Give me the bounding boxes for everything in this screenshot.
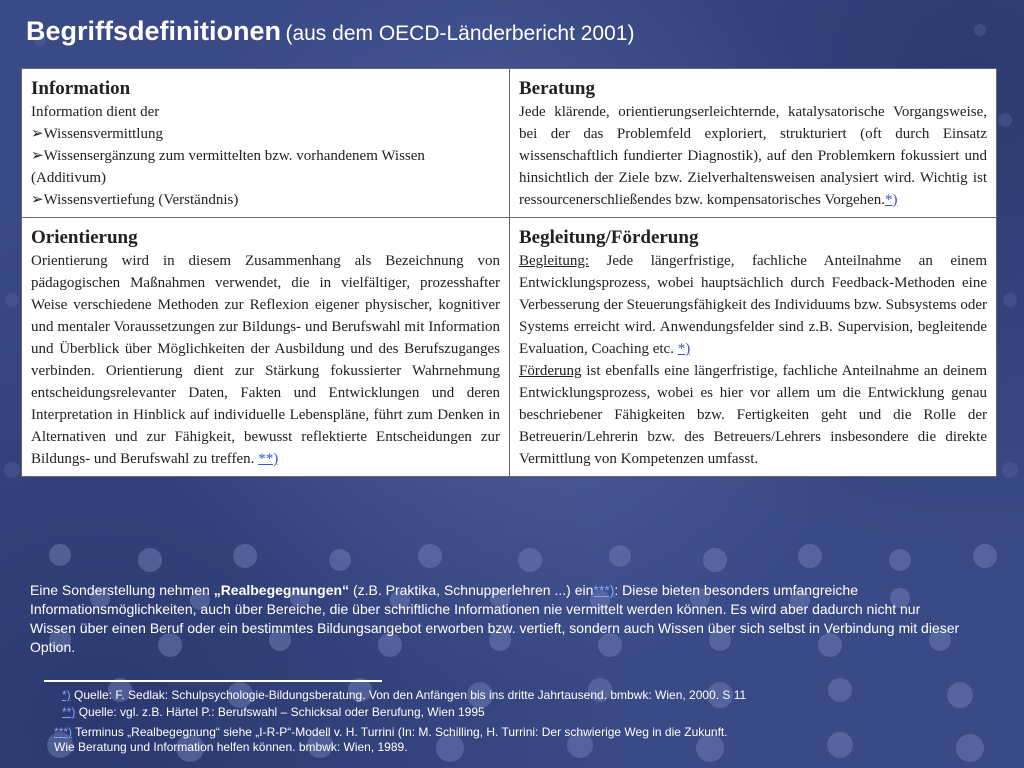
note-bold-term: „Realbegegnungen“ [213,582,350,598]
orientierung-heading: Orientierung [31,227,138,248]
footnote-link-1b[interactable]: *) [677,341,691,357]
footnote-2 [62,705,962,720]
definitions-table [21,68,997,477]
foerderung-body: ist ebenfalls eine längerfristige, fachliche Anteilnahme an deinem Entwicklungsprozess, wobei es hier vor allem um die Entwicklung genau beschriebener Fähigkeiten bzw. Fertigkeiten geht und die Rolle der Betreuerin/Lehrerin bzw. des Betreuers/Lehrers insbesondere die direkte Vermittlung von Kompetenzen umfasst. [519,363,987,467]
orientierung-body: Orientierung wird in diesem Zusammenhang als Bezeichnung von pädagogischen Maßnahmen verwendet, die in vielfältiger, prozesshafter Weise verschiedene Methoden zur Reflexion eigener physischer, kognitiver und mentaler Voraussetzungen zur Bildungs- und Berufswahl mit Information und Überblick über Möglichkeiten der Ausbildung und des Berufszuganges verbinden. Orientierung dient zur Stärkung fokussierter Wahrnehmung entscheidungsrelevanter Daten, Fakten und Entwicklungen und deren Interpretation in Hinblick auf individuelle Lebenspläne, führt zum Denken in Alternativen und zur Fähigkeit, bewusst reflektierte Entscheidungen zur Bildungs- und Berufswahl zu treffen. [31,253,500,467]
cell-information [22,69,510,218]
list-item [31,145,500,189]
footnote-text: Terminus „Realbegegnung“ siehe „I-R-P“-Modell v. H. Turrini (In: M. Schilling, H. Turrini: Der schwierige Weg in die Zukunft. Wie Beratung und Information helfen können. bmbwk: Wien, 1989. [54,725,728,754]
footnote-divider [44,680,382,682]
begleitung-heading: Begleitung/Förderung [519,227,699,248]
footnote-link-2[interactable]: **) [258,451,279,467]
slide-title [26,16,634,47]
beratung-heading: Beratung [519,78,595,99]
arrow-bullet-icon: ➢ [31,148,44,164]
bullet-text: Wissensergänzung zum vermittelten bzw. vorhandenem Wissen (Additivum) [31,148,425,186]
cell-begleitung [510,218,997,477]
list-item [31,189,500,211]
arrow-bullet-icon: ➢ [31,192,44,208]
bullet-text: Wissensvertiefung (Verständnis) [43,192,239,208]
table-row [22,69,997,218]
bullet-text: Wissensvermittlung [43,126,163,142]
title-subtitle: (aus dem OECD-Länderbericht 2001) [285,22,635,45]
orientierung-text [31,250,500,470]
note-text-post: : Diese bieten besonders umfangreiche Informationsmöglichkeiten, auch über Bereiche, die über schriftliche Informationen nie vermittelt werden können. Es wird aber dadurch nicht nur Wissen über einen Beruf oder ein bestimmtes Bildungsangebot erworben bzw. vertieft, sondern auch Wissen über sich selbst in Verbindung mit dieser Option. [30,582,960,655]
footnote-text: Quelle: vgl. z.B. Härtel P.: Berufswahl – Schicksal oder Berufung, Wien 1995 [78,705,485,719]
begleitung-body: Jede längerfristige, fachliche Anteilnahme an einem Entwicklungsprozess, wobei hauptsächlich durch Feedback-Methoden eine Verbesserung der Steuerungsfähigkeit des Individuums bzw. Subsystems oder Systems erreicht wird. Anwendungsfelder sind z.B. Supervision, begleitende Evaluation, Coaching etc. [519,253,988,357]
arrow-bullet-icon: ➢ [31,126,44,142]
list-item [31,123,500,145]
footnote-ref[interactable]: *) [62,688,71,702]
note-text-mid: (z.B. Praktika, Schnupperlehren ...) ein [352,582,594,598]
beratung-text [519,101,987,211]
foerderung-term: Förderung [519,363,582,379]
footnote-link-1[interactable]: *) [885,192,898,208]
footnote-ref[interactable]: ***) [54,725,73,739]
beratung-body: Jede klärende, orientierungserleichternde, katalysatorische Vorgangsweise, bei der das Problemfeld exploriert, strukturiert (oft durch Einsatz wissenschaftlich fundierter Diagnostik), auf den Problemkern fokussiert und hinsichtlich der Ziele bzw. Zielverhaltensweisen analysiert wird. Wichtig ist ressourcenerschließendes bzw. kompensatorisches Vorgehen. [519,104,987,208]
table-row [22,218,997,477]
title-main: Begriffsdefinitionen [26,16,281,46]
footnote-text: Quelle: F. Sedlak: Schulpsychologie-Bildungsberatung. Von den Anfängen bis ins dritte Jahrtausend. bmbwk: Wien, 2000. S 11 [74,688,747,702]
cell-orientierung [22,218,510,477]
footnote-1 [62,688,962,703]
information-intro: Information dient der [31,104,160,120]
information-heading: Information [31,78,131,99]
footnote-link-3[interactable]: ***) [593,582,615,598]
cell-beratung [510,69,997,218]
begleitung-text [519,250,987,470]
footnote-3 [54,725,744,755]
begleitung-term: Begleitung: [519,253,589,269]
footnote-ref[interactable]: **) [62,705,76,719]
note-text-pre: Eine Sonderstellung nehmen [30,582,210,598]
realbegegnung-note [30,581,970,657]
